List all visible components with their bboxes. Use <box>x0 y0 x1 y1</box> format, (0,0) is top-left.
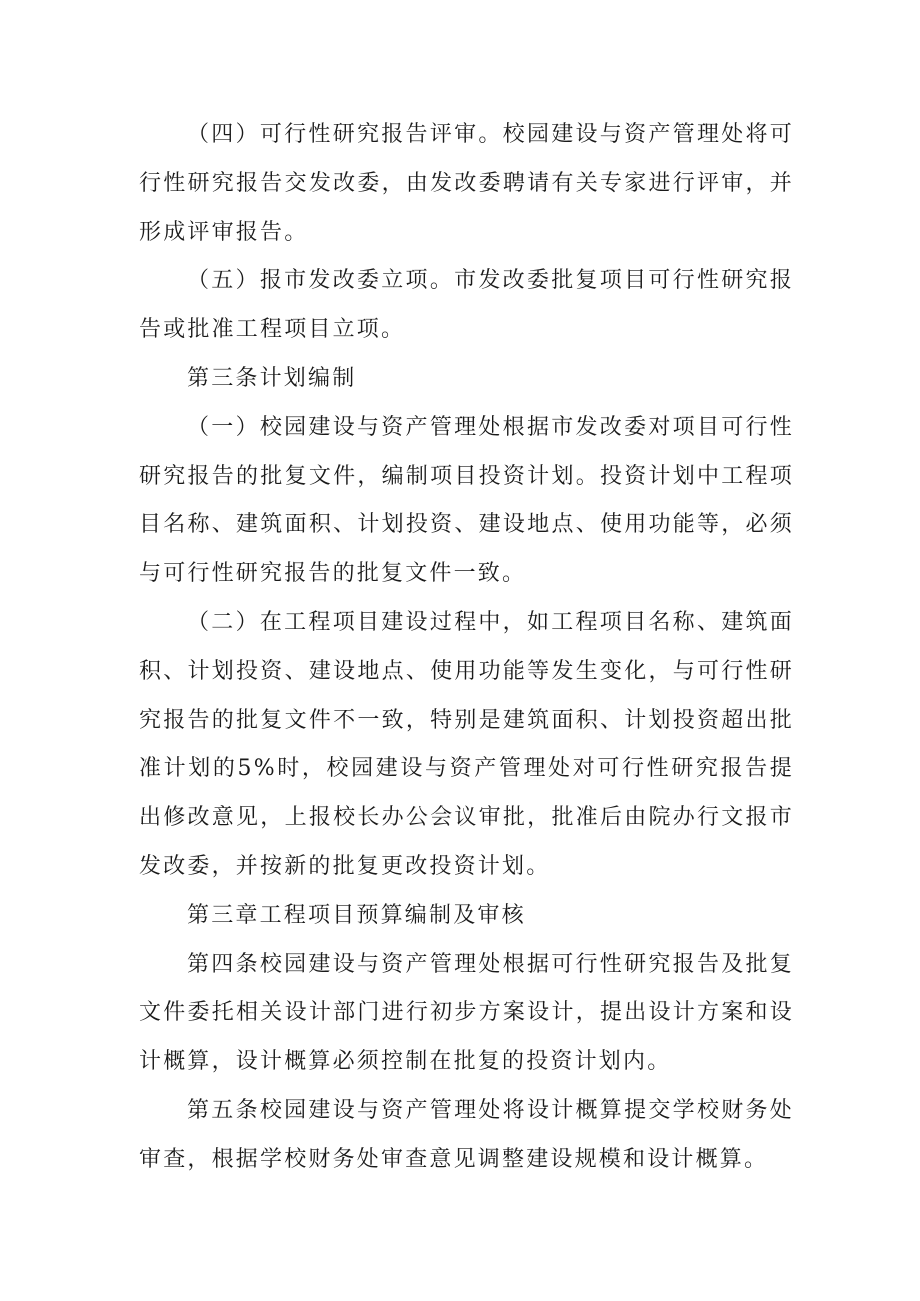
document-body <box>139 111 794 1185</box>
paragraph-feasibility-review: （四）可行性研究报告评审。校园建设与资产管理处将可行性研究报告交发改委，由发改委聘请有关专家进行评审，并形成评审报告。 <box>139 122 794 245</box>
article-5-paragraph: 第五条校园建设与资产管理处将设计概算提交学校财务处审查，根据学校财务处审查意见调整建设规模和设计概算。 <box>139 1097 794 1172</box>
article-3-heading: 第三条计划编制 <box>187 365 357 391</box>
paragraph-investment-plan: （一）校园建设与资产管理处根据市发改委对项目可行性研究报告的批复文件，编制项目投资计划。投资计划中工程项目名称、建筑面积、计划投资、建设地点、使用功能等，必须与可行性研究报告的批复文件一致。 <box>139 414 794 587</box>
paragraph-project-approval: （五）报市发改委立项。市发改委批复项目可行性研究报告或批准工程项目立项。 <box>139 268 794 343</box>
article-4-paragraph: 第四条校园建设与资产管理处根据可行性研究报告及批复文件委托相关设计部门进行初步方案设计，提出设计方案和设计概算，设计概算必须控制在批复的投资计划内。 <box>139 951 794 1075</box>
paragraph-plan-changes: （二）在工程项目建设过程中，如工程项目名称、建筑面积、计划投资、建设地点、使用功能等发生变化，与可行性研究报告的批复文件不一致，特别是建筑面积、计划投资超出批准计划的5%时，校园建设与资产管理处对可行性研究报告提出修改意见，上报校长办公会议审批，批准后由院办行文报市发改委，并按新的批复更改投资计划。 <box>139 609 794 879</box>
chapter-3-heading: 第三章工程项目预算编制及审核 <box>187 902 526 928</box>
